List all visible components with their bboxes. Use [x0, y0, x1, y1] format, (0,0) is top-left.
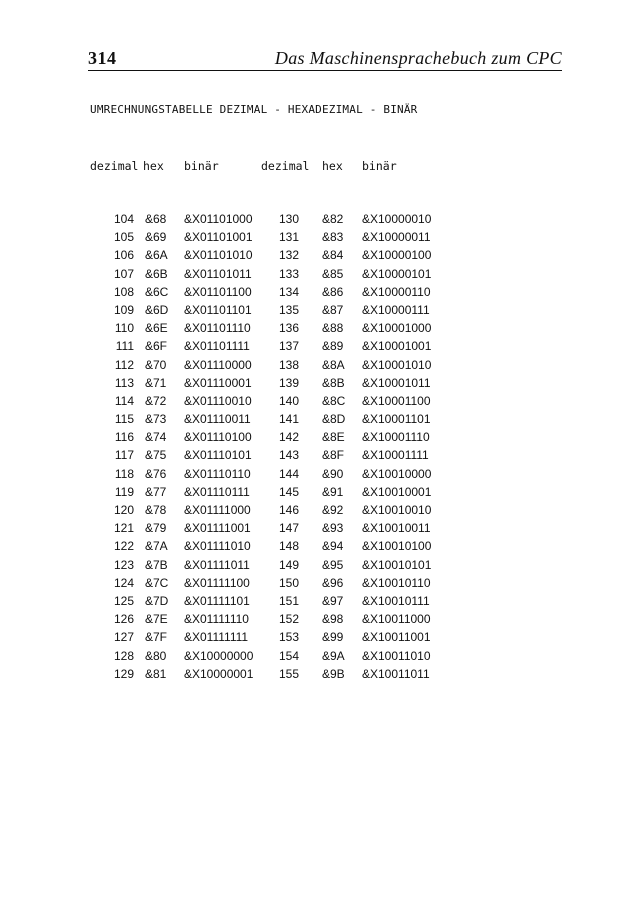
cell-hex: &71 [145, 375, 167, 390]
cell-hex: &6D [145, 302, 169, 317]
page-header [88, 40, 562, 71]
table-row [0, 593, 632, 611]
cell-hex: &79 [145, 521, 167, 536]
cell-hex: &91 [322, 484, 344, 499]
cell-binary: &X10000101 [362, 266, 432, 281]
cell-binary: &X01111111 [184, 630, 249, 645]
cell-decimal: 110 [114, 321, 134, 336]
cell-hex: &6F [145, 339, 168, 354]
cell-hex: &69 [145, 230, 167, 245]
cell-binary: &X10001111 [362, 448, 429, 463]
cell-hex: &72 [145, 393, 167, 408]
cell-binary: &X01101100 [184, 284, 252, 299]
cell-decimal: 111 [115, 339, 134, 354]
cell-hex: &86 [322, 284, 344, 299]
cell-hex: &8E [322, 430, 345, 445]
cell-binary: &X01110110 [184, 466, 251, 481]
cell-binary: &X01101010 [184, 248, 253, 263]
cell-hex: &8C [322, 393, 346, 408]
cell-decimal: 134 [278, 284, 299, 299]
cell-binary: &X01110100 [184, 430, 252, 445]
cell-decimal: 107 [113, 266, 134, 281]
table-row [0, 611, 632, 629]
cell-decimal: 125 [113, 593, 134, 608]
cell-binary: &X01111100 [184, 575, 250, 590]
cell-hex: &9B [322, 666, 345, 681]
cell-binary: &X10010010 [362, 503, 432, 517]
column-headers [0, 159, 632, 177]
cell-binary: &X01111101 [184, 593, 250, 608]
cell-hex: &76 [145, 466, 167, 481]
cell-binary: &X01110111 [184, 484, 250, 499]
cell-hex: &89 [322, 339, 344, 354]
cell-binary: &X10010111 [362, 593, 430, 608]
cell-hex: &7D [145, 593, 169, 608]
cell-decimal: 122 [113, 539, 134, 554]
cell-decimal: 113 [114, 375, 134, 390]
table-row [0, 247, 632, 265]
cell-binary: &X10010110 [362, 575, 431, 590]
cell-decimal: 138 [278, 357, 299, 372]
cell-decimal: 112 [114, 357, 134, 372]
cell-decimal: 150 [278, 575, 299, 590]
table-row [0, 466, 632, 484]
book-title: Das Maschinensprachebuch zum CPC [274, 48, 562, 68]
cell-hex: &87 [322, 302, 344, 317]
cell-decimal: 146 [278, 503, 299, 517]
cell-decimal: 136 [278, 321, 299, 336]
cell-decimal: 104 [113, 212, 134, 226]
cell-decimal: 153 [278, 630, 299, 645]
cell-binary: &X10000111 [362, 302, 430, 317]
table-row [0, 666, 632, 684]
cell-binary: &X10011011 [362, 666, 430, 681]
conversion-table [0, 211, 632, 684]
cell-decimal: 120 [113, 503, 134, 517]
cell-hex: &98 [322, 612, 344, 627]
table-row [0, 338, 632, 356]
cell-binary: &X10000110 [362, 284, 431, 299]
cell-hex: &68 [145, 212, 167, 226]
cell-binary: &X01111010 [184, 539, 251, 554]
cell-binary: &X10000000 [184, 648, 254, 663]
column-header-binaer: binär [184, 159, 219, 173]
cell-hex: &6B [145, 266, 168, 281]
cell-decimal: 128 [113, 648, 134, 663]
cell-hex: &6A [145, 248, 168, 263]
cell-hex: &70 [145, 357, 167, 372]
column-header-binaer-2: binär [362, 159, 397, 173]
cell-binary: &X01110101 [184, 448, 252, 463]
cell-decimal: 119 [114, 484, 134, 499]
table-row [0, 375, 632, 393]
cell-hex: &7F [145, 630, 168, 645]
cell-decimal: 131 [278, 230, 299, 245]
cell-binary: &X10011000 [362, 612, 431, 627]
column-header-hex-2: hex [322, 159, 343, 173]
cell-binary: &X10000010 [362, 212, 432, 226]
cell-decimal: 149 [278, 557, 299, 572]
cell-binary: &X10001110 [362, 430, 430, 445]
cell-binary: &X01101000 [184, 212, 253, 226]
cell-binary: &X01101011 [184, 266, 252, 281]
cell-binary: &X10010100 [362, 539, 432, 554]
cell-binary: &X10000011 [362, 230, 431, 245]
table-row [0, 357, 632, 375]
table-row [0, 320, 632, 338]
table-row [0, 393, 632, 411]
cell-binary: &X01110011 [184, 412, 251, 427]
table-row [0, 411, 632, 429]
cell-decimal: 141 [278, 412, 299, 427]
cell-hex: &75 [145, 448, 167, 463]
cell-hex: &88 [322, 321, 344, 336]
cell-binary: &X01111011 [184, 557, 250, 572]
table-row [0, 229, 632, 247]
cell-hex: &82 [322, 212, 344, 226]
cell-decimal: 108 [113, 284, 134, 299]
cell-binary: &X10010011 [362, 521, 431, 536]
cell-hex: &90 [322, 466, 344, 481]
cell-decimal: 109 [113, 302, 134, 317]
cell-decimal: 117 [114, 448, 134, 463]
cell-binary: &X10001001 [362, 339, 432, 354]
cell-binary: &X10011010 [362, 648, 431, 663]
cell-decimal: 144 [278, 466, 299, 481]
table-row [0, 429, 632, 447]
cell-binary: &X10010001 [362, 484, 432, 499]
cell-hex: &81 [145, 666, 167, 681]
cell-binary: &X10010101 [362, 557, 432, 572]
cell-hex: &7B [145, 557, 168, 572]
table-row [0, 538, 632, 556]
cell-hex: &97 [322, 593, 344, 608]
column-header-dezimal: dezimal [90, 159, 139, 173]
cell-hex: &8D [322, 412, 346, 427]
cell-binary: &X01111110 [184, 612, 249, 627]
cell-hex: &83 [322, 230, 344, 245]
cell-decimal: 139 [278, 375, 299, 390]
cell-binary: &X01110001 [184, 375, 252, 390]
cell-binary: &X10011001 [362, 630, 431, 645]
cell-decimal: 155 [278, 666, 299, 681]
cell-decimal: 132 [278, 248, 299, 263]
cell-hex: &74 [145, 430, 167, 445]
cell-hex: &8F [322, 448, 345, 463]
cell-hex: &6E [145, 321, 168, 336]
cell-decimal: 129 [113, 666, 134, 681]
table-row [0, 520, 632, 538]
column-header-dezimal-2: dezimal [261, 159, 310, 173]
table-row [0, 575, 632, 593]
table-row [0, 284, 632, 302]
cell-decimal: 127 [113, 630, 134, 645]
cell-hex: &77 [145, 484, 167, 499]
cell-hex: &80 [145, 648, 167, 663]
cell-decimal: 142 [278, 430, 299, 445]
cell-decimal: 140 [278, 393, 299, 408]
cell-decimal: 123 [113, 557, 134, 572]
cell-binary: &X10001010 [362, 357, 432, 372]
cell-decimal: 148 [278, 539, 299, 554]
column-header-hex: hex [143, 159, 164, 173]
cell-decimal: 105 [113, 230, 134, 245]
cell-hex: &8B [322, 375, 345, 390]
cell-hex: &73 [145, 412, 167, 427]
cell-hex: &94 [322, 539, 344, 554]
cell-hex: &8A [322, 357, 345, 372]
table-row [0, 484, 632, 502]
cell-binary: &X01101110 [184, 321, 251, 336]
table-row [0, 302, 632, 320]
cell-decimal: 135 [278, 302, 299, 317]
cell-decimal: 143 [278, 448, 299, 463]
cell-decimal: 115 [114, 412, 134, 427]
cell-hex: &92 [322, 503, 344, 517]
cell-hex: &7C [145, 575, 169, 590]
cell-binary: &X10001100 [362, 393, 431, 408]
cell-binary: &X10000100 [362, 248, 432, 263]
cell-hex: &93 [322, 521, 344, 536]
cell-decimal: 137 [278, 339, 299, 354]
cell-hex: &84 [322, 248, 344, 263]
cell-hex: &9A [322, 648, 345, 663]
cell-binary: &X10001000 [362, 321, 432, 336]
cell-decimal: 126 [113, 612, 134, 627]
cell-decimal: 152 [278, 612, 299, 627]
cell-decimal: 154 [278, 648, 299, 663]
cell-hex: &99 [322, 630, 344, 645]
cell-decimal: 151 [278, 593, 299, 608]
table-row [0, 629, 632, 647]
cell-binary: &X10010000 [362, 466, 432, 481]
cell-binary: &X01111001 [184, 521, 251, 536]
table-row [0, 502, 632, 520]
cell-decimal: 118 [114, 466, 134, 481]
cell-hex: &95 [322, 557, 344, 572]
table-row [0, 648, 632, 666]
cell-binary: &X01110010 [184, 393, 252, 408]
page-number: 314 [88, 48, 117, 68]
cell-decimal: 147 [278, 521, 299, 536]
cell-hex: &96 [322, 575, 344, 590]
table-title: UMRECHNUNGSTABELLE DEZIMAL - HEXADEZIMAL - BINÄR [90, 103, 418, 116]
cell-hex: &6C [145, 284, 169, 299]
table-row [0, 266, 632, 284]
cell-binary: &X01111000 [184, 503, 251, 517]
table-row [0, 557, 632, 575]
table-row [0, 447, 632, 465]
cell-binary: &X01110000 [184, 357, 252, 372]
cell-decimal: 121 [113, 521, 134, 536]
cell-decimal: 114 [114, 393, 134, 408]
cell-decimal: 116 [114, 430, 134, 445]
cell-decimal: 106 [113, 248, 134, 263]
cell-decimal: 133 [278, 266, 299, 281]
cell-decimal: 124 [113, 575, 134, 590]
cell-binary: &X01101111 [184, 339, 250, 354]
cell-binary: &X01101101 [184, 302, 252, 317]
cell-binary: &X10001011 [362, 375, 431, 390]
cell-binary: &X10000001 [184, 666, 254, 681]
cell-hex: &7E [145, 612, 168, 627]
cell-binary: &X10001101 [362, 412, 431, 427]
cell-hex: &78 [145, 503, 167, 517]
cell-decimal: 145 [278, 484, 299, 499]
cell-hex: &85 [322, 266, 344, 281]
cell-hex: &7A [145, 539, 168, 554]
table-row [0, 211, 632, 229]
cell-decimal: 130 [278, 212, 299, 226]
cell-binary: &X01101001 [184, 230, 253, 245]
